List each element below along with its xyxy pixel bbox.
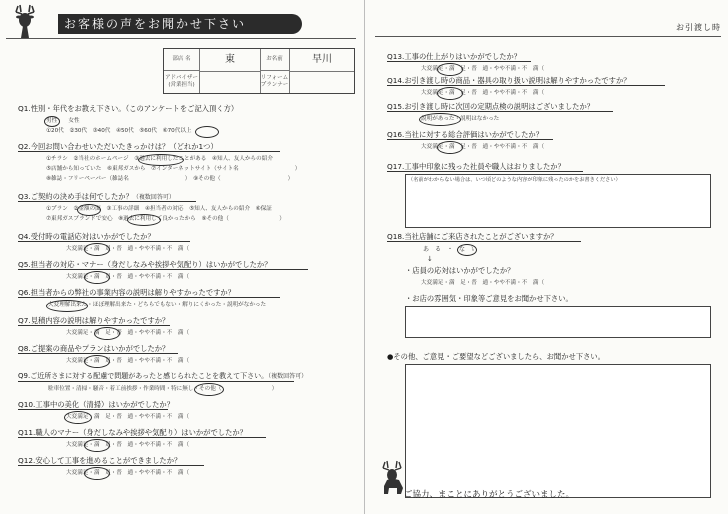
q1-gender: 男性 女性 [46, 118, 80, 124]
q18-answer-box[interactable] [405, 306, 711, 338]
q16-underline [387, 139, 553, 140]
q15-circle [419, 113, 461, 126]
q1-question: Q1.性別・年代をお教え下さい。（このアンケートをご記入頂く方） [18, 104, 239, 113]
q2-opt1: ①チラシ ②当社のホームページ ③過去に利用したことがある ④知人、友人からの紹介 [46, 156, 273, 162]
q6-scale: 大変理解出来た・ほぼ理解出来た・どちらでもない・解りにくかった・説明がなかった [48, 302, 267, 308]
q11-scale: 大変満足・満 足・普 通・やや不満・不 満（ [66, 442, 190, 448]
q3-opt1: ①プラン ②金額の面 ③工事の詳細 ④担当者の対応 ⑤知人、友人からの紹介 ⑥保証 [46, 206, 272, 212]
info-table [163, 48, 355, 94]
q3-opt2: ⑦東邦ガスブランドで安心 ⑧過去に利用して良かったから ⑨その他（ ） [46, 216, 285, 222]
q15-options: 説明があった・説明はなかった [421, 116, 500, 122]
right-page-title: お引渡し時 [676, 23, 721, 32]
q18-circle [457, 244, 477, 256]
q7-underline [18, 325, 170, 326]
q12-underline [18, 465, 204, 466]
q4-underline [18, 241, 190, 242]
q3-note: （複数回答可） [132, 194, 175, 201]
q9-options: 駐車位置・清掃・騒音・着工前挨拶・作業時間・特に無し・その他（ ） [48, 386, 278, 392]
header-rule [6, 38, 356, 39]
q4-question: Q4.受付時の電話応対はいかがでしたか？ [18, 232, 155, 241]
q7-scale: 大変満足・満 足・普 通・やや不満・不 満（ [66, 330, 190, 336]
q3-circle-1 [77, 204, 101, 216]
q13-underline [387, 61, 531, 62]
q10-circle [64, 411, 92, 424]
q8-circle [84, 355, 110, 368]
q17-answer-box[interactable] [405, 174, 711, 228]
q18-question: Q18.当社店舗にご来店されたことがございますか？ [387, 232, 558, 241]
q18-sub2: ・お店の雰囲気・印象等ご意見をお聞かせ下さい。 [405, 294, 573, 303]
q3-text: Q3.ご契約の決め手は何でしたか？ [18, 192, 133, 201]
q18-options: あ る ・ な い [423, 246, 478, 253]
q1-gender-circle [44, 116, 60, 127]
q8-underline [18, 353, 178, 354]
q15-question: Q15.お引き渡し時に次回の定期点検の説明はございましたか？ [387, 102, 595, 111]
right-header-rule [375, 36, 721, 37]
q1-ages: ①20代 ②30代 ③40代 ④50代 ⑤60代 ⑥70代以上 [46, 128, 192, 134]
q7-question: Q7.見積内容の説明は解りやすかったですか？ [18, 316, 170, 325]
q2-question: Q2.今回お問い合わせいただいたきっかけは？（どれか1つ） [18, 142, 218, 151]
q10-scale: 大変満足・満 足・普 通・やや不満・不 満（ [66, 414, 190, 420]
q2-circle [138, 154, 184, 166]
q9-circle [194, 383, 224, 396]
q12-circle [84, 467, 110, 480]
q3-circle-2 [127, 214, 161, 226]
advisor-value [200, 71, 261, 93]
q12-question: Q12.安心して工事を進めることができましたか？ [18, 456, 182, 465]
name-value: 早川 [290, 49, 354, 72]
q9-note: （複数回答可） [268, 373, 308, 380]
q18-arrow: ↓ [427, 255, 433, 263]
q17-note: （名前がわからない場合は、いつ頃どのような内容が印象に残ったのかをお書きください） [408, 177, 621, 183]
q9-underline [18, 381, 294, 382]
q16-question: Q16.当社に対する総合評価はいかがでしたか？ [387, 130, 543, 139]
q8-question: Q8.ご提案の商品やプランはいかがでしたか？ [18, 344, 170, 353]
q2-opt3: ⑧雑誌・フリーペーパー（雑誌名 ） ⑨その他（ ） [46, 176, 294, 182]
q16-scale: 大変満足・満 足・普 通・やや不満・不 満（ [421, 144, 545, 150]
q5-question: Q5.担当者の対応・マナー（身だしなみや挨拶や気配り）はいかがでしたか？ [18, 260, 272, 269]
office-value: 東 [200, 49, 261, 72]
planner-label: リフォーム プランナー [260, 71, 290, 93]
q18-underline [387, 241, 581, 242]
deer-logo-icon [4, 2, 48, 40]
other-heading: ●その他、ご意見・ご要望などございましたら、お聞かせ下さい。 [387, 352, 605, 361]
q9-text: Q9.ご近所さまに対する配慮で問題があったと感じられたことを教えて下さい。 [18, 372, 269, 380]
q11-question: Q11.職人のマナー（身だしなみや挨拶や気配り）はいかがでしたか？ [18, 428, 247, 437]
thanks-message: ご協力、まことにありがとうございました。 [404, 490, 575, 500]
page-title: お客様の声をお聞かせ下さい [64, 17, 247, 31]
q7-circle [94, 327, 120, 340]
office-label: 部店 名 [164, 49, 200, 71]
q17-question: Q17.工事中印象に残った社員や職人はおりましたか？ [387, 162, 565, 171]
q4-scale: 大変満足・満 足・普 通・やや不満・不 満（ [66, 246, 190, 252]
q18-sub1: ・店員の応対はいかがでしたか？ [405, 266, 515, 275]
q14-scale: 大変満足・満 足・普 通・やや不満・不 満（ [421, 90, 545, 96]
other-answer-box[interactable] [405, 364, 711, 498]
q14-circle [437, 87, 463, 100]
name-label: お名前 [260, 49, 290, 71]
q16-circle [437, 141, 463, 154]
q11-underline [18, 437, 266, 438]
q5-scale: 大変満足・満 足・普 通・やや不満・不 満（ [66, 274, 190, 280]
q10-underline [18, 409, 168, 410]
q10-question: Q10.工事中の美化（清掃）はいかがでしたか？ [18, 400, 174, 409]
q18-sub1-scale: 大変満足・満 足・普 通・やや不満・不 満（ [421, 280, 545, 286]
q17-underline [387, 171, 583, 172]
q2-underline [18, 151, 280, 152]
q9-question [18, 372, 307, 381]
advisor-label: アドバイザー (営業担当) [164, 71, 200, 93]
right-page [364, 0, 728, 514]
q14-question: Q14.お引き渡し時の商品・器具の取り扱い説明は解りやすかったですか？ [387, 76, 631, 85]
q6-circle [46, 300, 88, 312]
q12-scale: 大変満足・満 足・普 通・やや不満・不 満（ [66, 470, 190, 476]
q4-circle [84, 243, 110, 256]
q13-scale: 大変満足・満 足・普 通・やや不満・不 満（ [421, 66, 545, 72]
q14-underline [387, 85, 665, 86]
q5-underline [18, 269, 308, 270]
q5-circle [84, 271, 110, 284]
q15-underline [387, 111, 613, 112]
q6-question: Q6.担当者からの弊社の事業内容の説明は解りやすかったですか？ [18, 288, 236, 297]
q11-circle [84, 439, 110, 452]
q2-opt2: ⑤店舗から知っていた ⑥東邦ガスから ⑦インターネットサイト（サイト名 ） [46, 166, 301, 172]
q3-underline [18, 201, 196, 202]
q13-question: Q13.工事の仕上がりはいかがでしたか？ [387, 52, 522, 61]
q6-underline [18, 297, 280, 298]
q8-scale: 大変満足・満 足・普 通・やや不満・不 満（ [66, 358, 190, 364]
q13-circle [437, 63, 463, 76]
q1-age-circle [195, 126, 219, 138]
